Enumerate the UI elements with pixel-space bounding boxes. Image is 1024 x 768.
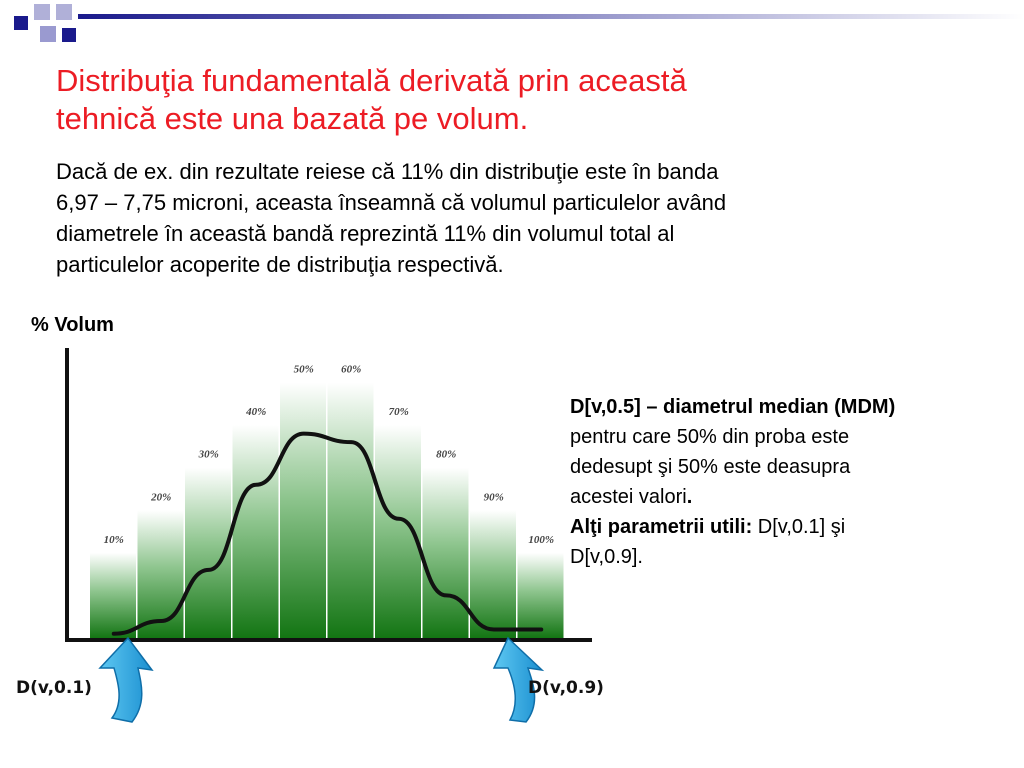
mdm-line: acestei valori bbox=[570, 486, 687, 508]
bar-label: 20% bbox=[151, 491, 172, 504]
params-heading: Alţi parametrii utili: bbox=[570, 516, 753, 538]
bar-60 bbox=[328, 383, 374, 638]
decor-square bbox=[40, 26, 56, 42]
params-line: D[v,0.9]. bbox=[570, 546, 643, 568]
header-decoration bbox=[0, 0, 1024, 50]
bar-label: 100% bbox=[528, 533, 555, 546]
bar-80 bbox=[423, 468, 469, 638]
side-note bbox=[570, 392, 1010, 572]
d-v-01-label: D(v,0.1) bbox=[16, 678, 92, 698]
decor-square bbox=[34, 4, 50, 20]
bar-100 bbox=[518, 553, 564, 638]
d-v-09-label: D(v,0.9) bbox=[528, 678, 604, 698]
volume-distribution-chart bbox=[0, 330, 620, 730]
body-line: particulelor acoperite de distribuţia respectivă. bbox=[56, 252, 504, 277]
y-axis-label: % Volum bbox=[31, 314, 114, 336]
slide-body bbox=[56, 156, 956, 280]
decor-square bbox=[14, 16, 28, 30]
mdm-heading: D[v,0.5] – diametrul median (MDM) bbox=[570, 396, 896, 418]
bar-20 bbox=[138, 510, 184, 638]
bar-50 bbox=[280, 383, 326, 638]
bar-label: 70% bbox=[388, 406, 409, 419]
mdm-end: . bbox=[686, 486, 693, 508]
bar-label: 40% bbox=[246, 406, 267, 419]
bar-label: 50% bbox=[293, 363, 314, 376]
decor-square bbox=[62, 28, 76, 42]
bar-label: 10% bbox=[103, 533, 124, 546]
bar-label: 80% bbox=[436, 448, 457, 461]
mdm-line: pentru care 50% din proba este bbox=[570, 426, 850, 448]
body-line: diametrele în această bandă reprezintă 11% din volumul total al bbox=[56, 221, 675, 246]
bar-10 bbox=[90, 553, 136, 638]
mdm-line: dedesupt şi 50% este deasupra bbox=[570, 456, 851, 478]
bar-label: 30% bbox=[198, 448, 219, 461]
bar-label: 90% bbox=[483, 491, 504, 504]
decor-line bbox=[78, 14, 1024, 19]
decor-square bbox=[56, 4, 72, 20]
slide-title bbox=[56, 62, 956, 138]
arrow-up-left bbox=[100, 638, 152, 722]
bar-label: 60% bbox=[341, 363, 362, 376]
bar-40 bbox=[233, 425, 279, 638]
body-line: 6,97 – 7,75 microni, aceasta înseamnă că volumul particulelor având bbox=[56, 190, 727, 215]
title-line: tehnică este una bazată pe volum. bbox=[56, 101, 529, 136]
params-line: D[v,0.1] şi bbox=[752, 516, 846, 538]
body-line: Dacă de ex. din rezultate reiese că 11% din distribuţie este în banda bbox=[56, 159, 719, 184]
title-line: Distribuţia fundamentală derivată prin această bbox=[56, 63, 687, 98]
